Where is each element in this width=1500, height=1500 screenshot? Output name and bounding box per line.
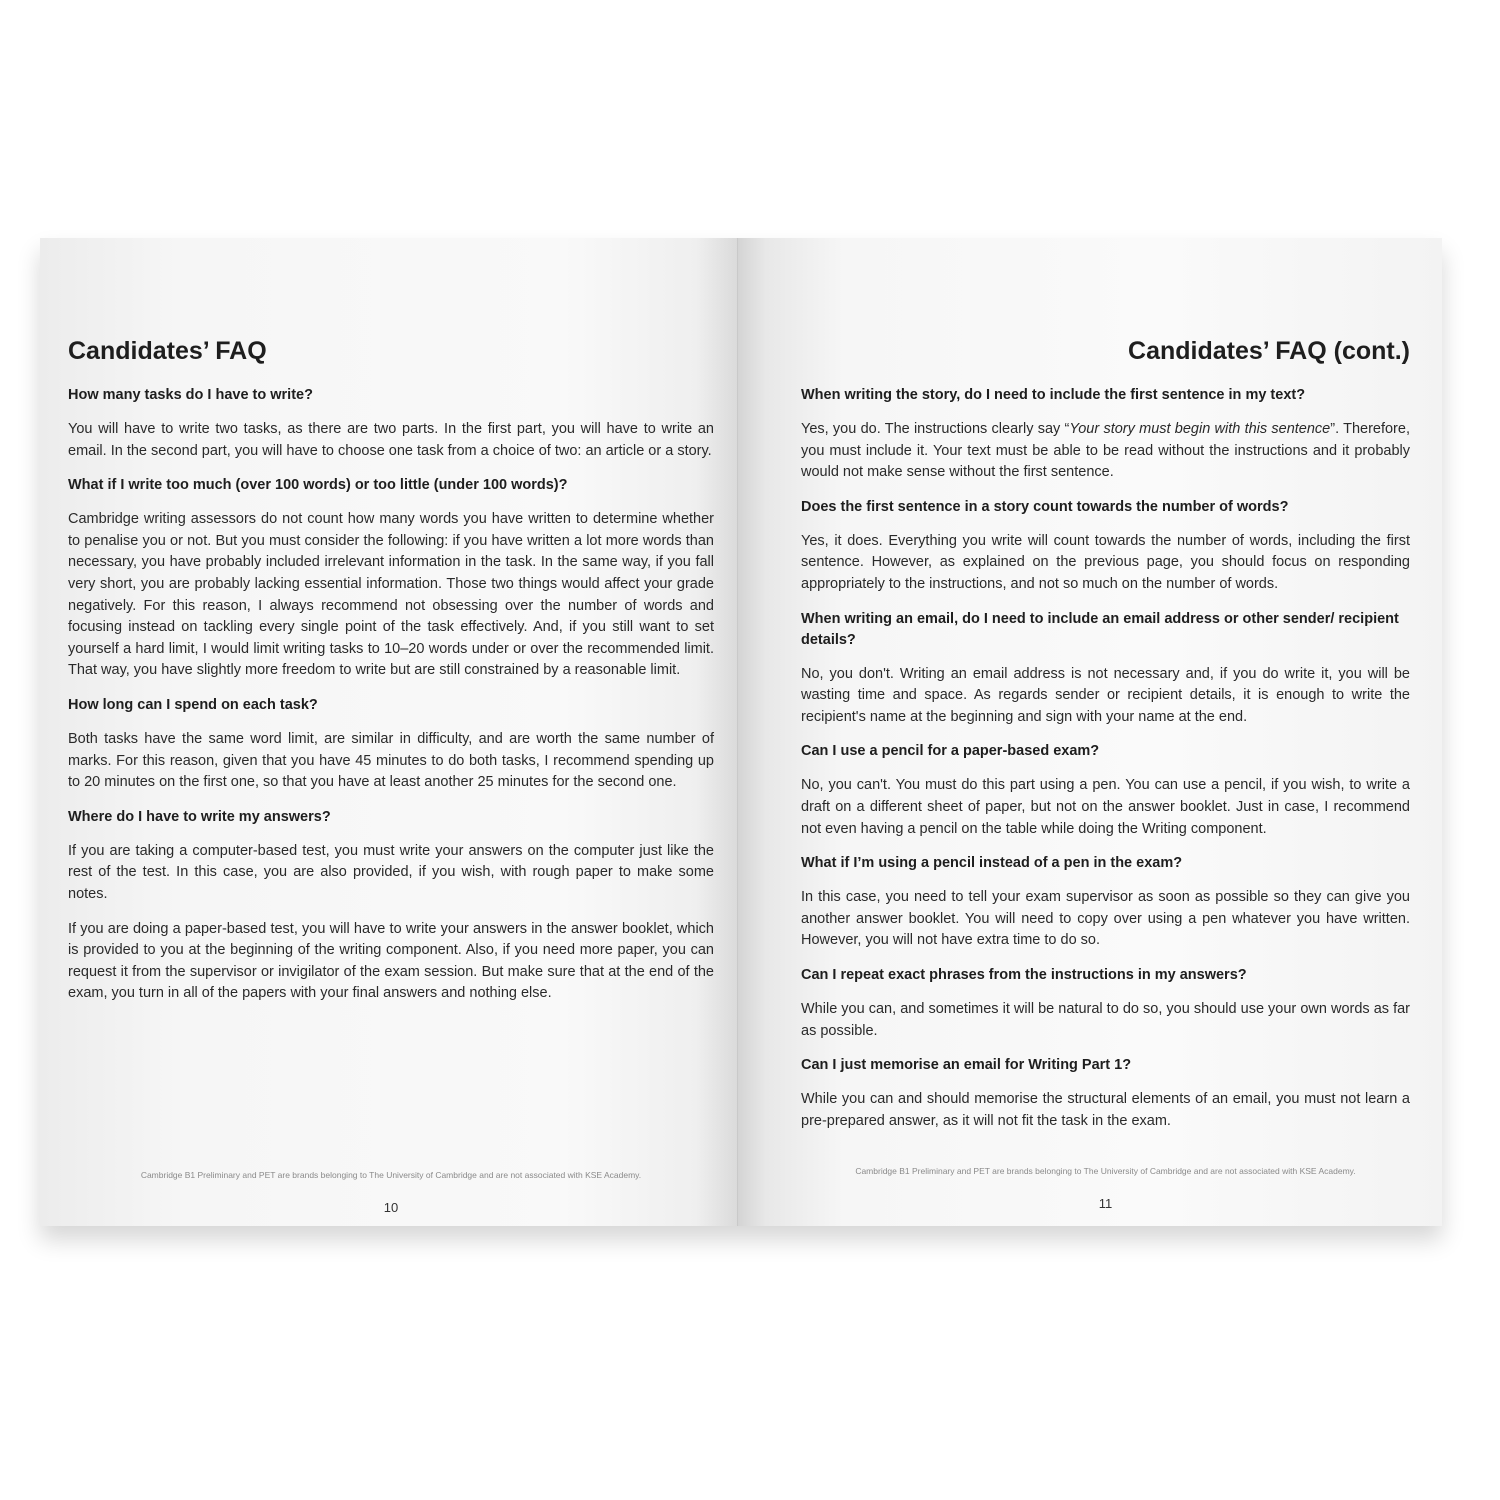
faq-answer: You will have to write two tasks, as there are two parts. In the first part, you will have to write an email. In the second part, you will have to choose one task from a choice of two: an article or a story. <box>68 421 714 459</box>
page-number: 10 <box>383 1200 399 1215</box>
faq-item <box>68 695 714 794</box>
faq-question: How long can I spend on each task? <box>68 696 318 713</box>
faq-item <box>801 741 1410 840</box>
faq-answer: No, you can't. You must do this part using a pen. You can use a pencil, if you wish, to write a draft on a different sheet of paper, but not on the answer booklet. Just in case, I recommend not even having a pencil on the table while doing the Writing component. <box>801 777 1410 837</box>
faq-answer: While you can and should memorise the structural elements of an email, you must not learn a pre-prepared answer, as it will not fit the task in the exam. <box>801 1091 1410 1129</box>
faq-item <box>68 807 714 1005</box>
booklet-spread <box>40 238 1442 1226</box>
answer-text: ”. Therefore, you must include it. Your text must be able to be read without the instructions and it probably would not make sense without the first sentence. <box>801 421 1410 481</box>
left-page <box>40 238 738 1226</box>
copyright-footer: Cambridge B1 Preliminary and PET are brands belonging to The University of Cambridge and are not associated with KSE Academy. <box>855 1166 1356 1176</box>
faq-answer: Yes, it does. Everything you write will count towards the number of words, including the first sentence. However, as explained on the previous page, you should focus on responding appropriately to the instructions, and not so much on the number of words. <box>801 532 1410 592</box>
faq-item <box>801 853 1410 952</box>
page-number: 11 <box>1098 1196 1113 1211</box>
faq-question: Where do I have to write my answers? <box>68 808 331 825</box>
page-title: Candidates’ FAQ (cont.) <box>1128 337 1410 365</box>
faq-question: When writing the story, do I need to include the first sentence in my text? <box>801 387 1306 403</box>
faq-answer: If you are doing a paper-based test, you will have to write your answers in the answer booklet, which is provided to you at the beginning of the writing component. Also, if you need more paper, you can request it from the supervisor or invigilator of the exam session. But make sure that at the end of the exam, you turn in all of the papers with your final answers and nothing else. <box>68 920 714 1002</box>
faq-question: Can I repeat exact phrases from the instructions in my answers? <box>801 966 1247 983</box>
right-page <box>738 238 1442 1226</box>
faq-item <box>801 1055 1410 1132</box>
faq-item <box>68 475 714 682</box>
faq-question: What if I write too much (over 100 words) or too little (under 100 words)? <box>68 477 568 494</box>
faq-question: How many tasks do I have to write? <box>68 387 313 403</box>
faq-item <box>801 609 1410 729</box>
faq-answer: If you are taking a computer-based test, you must write your answers on the computer just like the rest of the test. In this case, you are also provided, if you wish, with rough paper to make some notes. <box>68 842 714 902</box>
faq-answer: In this case, you need to tell your exam supervisor as soon as possible so they can give you another answer booklet. You will need to copy over using a pen whatever you have written. However, you will not have extra time to do so. <box>801 889 1410 949</box>
copyright-footer: Cambridge B1 Preliminary and PET are brands belonging to The University of Cambridge and are not associated with KSE Academy. <box>140 1170 642 1180</box>
faq-item <box>801 385 1410 484</box>
faq-question: Can I use a pencil for a paper-based exam? <box>801 743 1100 760</box>
faq-answer: No, you don't. Writing an email address is not necessary and, if you do write it, you will be wasting time and space. As regards sender or recipient details, it is enough to write the recipient's name at the beginning and sign with your name at the end. <box>801 665 1410 725</box>
faq-question: When writing an email, do I need to include an email address or other sender/ recipient details? <box>801 610 1399 648</box>
faq-question: Does the first sentence in a story count towards the number of words? <box>801 498 1289 515</box>
faq-item <box>801 965 1410 1042</box>
quoted-instruction: Your story must begin with this sentence <box>1069 421 1331 437</box>
faq-item <box>801 497 1410 596</box>
faq-answer: Both tasks have the same word limit, are similar in difficulty, and are worth the same number of marks. For this reason, given that you have 45 minutes to do both tasks, I recommend spending up to 20 minutes on the first one, so that you have at least another 25 minutes for the second one. <box>68 730 714 791</box>
answer-text: Yes, you do. The instructions clearly say “ <box>801 421 1070 437</box>
page-title: Candidates’ FAQ <box>68 337 267 365</box>
faq-answer <box>801 419 1410 484</box>
faq-answer: While you can, and sometimes it will be natural to do so, you should use your own words as far as possible. <box>801 1000 1410 1039</box>
faq-answer: Cambridge writing assessors do not count how many words you have written to determine whether to penalise you or not. But you must consider the following: if you have written a lot more words than necessary, you have probably included irrelevant information in the task. In the same way, if you fall very short, you are probably lacking essential information. Those two things would affect your grade negatively. For this reason, I always recommend not obsessing over the number of words and focusing instead on tackling every single point of the task effectively. And, if you still want to set yourself a hard limit, I would limit writing tasks to 10–20 words under or over the recommended limit. That way, you have slightly more freedom to write but are still constrained by a reasonable limit. <box>68 511 714 679</box>
faq-question: Can I just memorise an email for Writing Part 1? <box>801 1057 1132 1074</box>
faq-question: What if I’m using a pencil instead of a pen in the exam? <box>801 855 1183 872</box>
faq-item <box>68 385 714 462</box>
